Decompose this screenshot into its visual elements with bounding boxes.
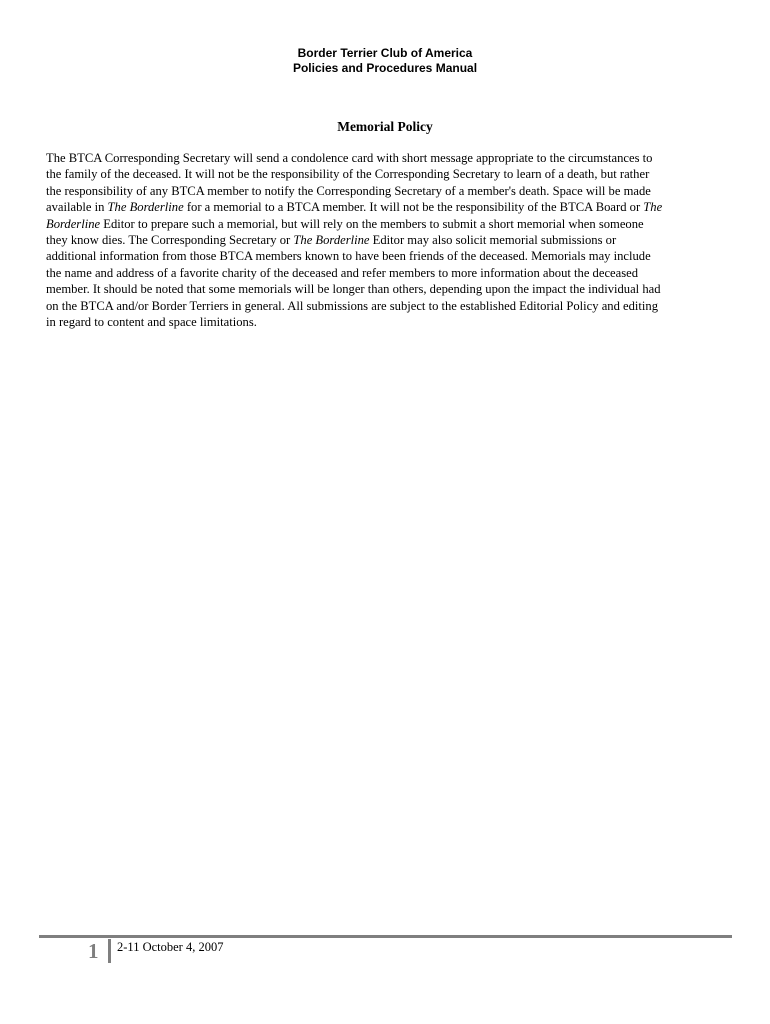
paragraph-line: on the BTCA and/or Border Terriers in general. All submissions are subject to the established Editorial Policy and editing xyxy=(46,298,659,313)
text-run: they know dies. The Corresponding Secretary or xyxy=(46,233,294,248)
text-run: Editor may also solicit memorial submissions or xyxy=(369,233,617,248)
header-manual-title: Policies and Procedures Manual xyxy=(292,61,478,75)
paragraph-line: the family of the deceased. It will not be the responsibility of the Corresponding Secretary to learn of a death, but rather xyxy=(46,167,650,182)
paragraph-line: member. It should be noted that some memorials will be longer than others, depending upon the impact the individual had xyxy=(46,282,661,297)
header-club-name: Border Terrier Club of America xyxy=(297,46,473,60)
paragraph-line: in regard to content and space limitations. xyxy=(46,315,257,330)
publication-name: The xyxy=(643,200,663,215)
footer-rule xyxy=(39,935,732,938)
document-header xyxy=(0,46,770,76)
footer-revision: 2-11 October 4, 2007 xyxy=(117,940,224,954)
paragraph-line xyxy=(46,232,736,248)
text-run: available in xyxy=(46,200,108,215)
text-run: Editor to prepare such a memorial, but will rely on the members to submit a short memorial when someone xyxy=(100,216,644,231)
paragraph-line: the responsibility of any BTCA member to notify the Corresponding Secretary of a member's death. Space will be made xyxy=(46,183,651,198)
page-number: 1 xyxy=(88,939,99,963)
paragraph-line: The BTCA Corresponding Secretary will send a condolence card with short message appropriate to the circumstances to xyxy=(46,151,653,165)
paragraph-line xyxy=(46,216,736,232)
publication-name: The Borderline xyxy=(293,233,370,248)
paragraph-line: the name and address of a favorite charity of the deceased and refer members to more information about the deceased xyxy=(46,265,638,280)
policy-paragraph xyxy=(46,150,736,330)
paragraph-line xyxy=(46,199,736,215)
paragraph-line: additional information from those BTCA members known to have been friends of the deceased. Memorials may include xyxy=(46,249,651,264)
publication-name: Borderline xyxy=(46,216,101,231)
footer-divider xyxy=(108,939,111,963)
section-title: Memorial Policy xyxy=(337,119,433,134)
text-run: for a memorial to a BTCA member. It will not be the responsibility of the BTCA Board or xyxy=(183,200,644,215)
publication-name: The Borderline xyxy=(107,200,184,215)
